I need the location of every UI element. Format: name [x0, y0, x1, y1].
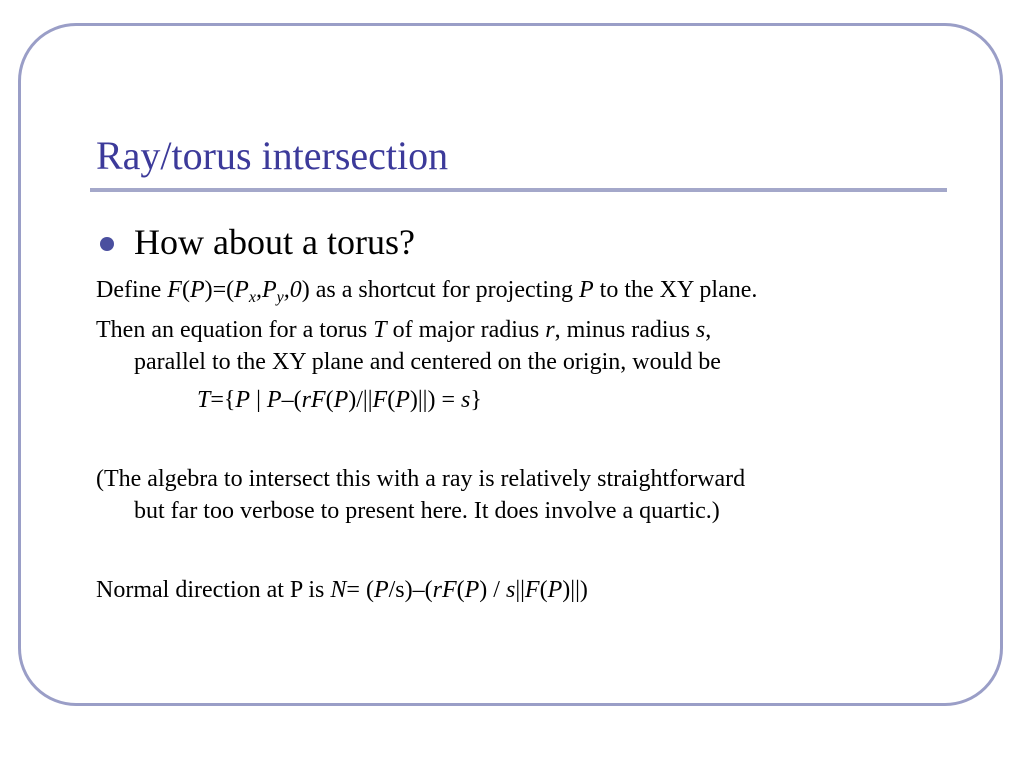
text-run: = (: [346, 577, 374, 603]
math-symbol: F: [372, 387, 388, 413]
text-run: ,: [705, 317, 712, 343]
torus-equation: [197, 384, 482, 416]
text-run: |: [250, 387, 267, 413]
text-run: )||) =: [409, 387, 462, 413]
define-line: [96, 274, 757, 314]
math-symbol: s: [505, 577, 516, 603]
math-symbol: P: [464, 577, 480, 603]
bullet-text: How about a torus?: [134, 222, 415, 262]
text-run: ) /: [479, 577, 506, 603]
algebra-note-line: (The algebra to intersect this with a ray is relatively straightforward: [96, 466, 746, 492]
math-symbol: P: [189, 277, 205, 303]
text-run: ={: [210, 387, 236, 413]
bullet-dot-icon: [100, 237, 114, 251]
text-run: )/||: [348, 387, 373, 413]
text-run: )=(: [204, 277, 235, 303]
torus-definition-line: [96, 314, 711, 346]
text-run: (: [325, 387, 334, 413]
math-symbol: T: [197, 387, 211, 413]
math-symbol: P: [333, 387, 349, 413]
text-run: )||): [562, 577, 588, 603]
math-symbol: ,: [255, 277, 262, 303]
algebra-note-line-continued: but far too verbose to present here. It does involve a quartic.): [134, 498, 720, 524]
math-symbol: s: [695, 317, 706, 343]
math-subscript: y: [276, 289, 284, 306]
math-symbol: P: [547, 577, 563, 603]
math-symbol: P: [266, 387, 282, 413]
text-run: Then an equation for a torus: [96, 317, 374, 343]
text-run: of major radius: [386, 317, 546, 343]
text-run: Normal direction at P is: [96, 577, 331, 603]
math-symbol: r: [545, 317, 555, 343]
math-symbol: P: [373, 577, 389, 603]
math-symbol: F: [167, 277, 182, 303]
text-run: }: [470, 387, 482, 413]
text-run: (: [456, 577, 465, 603]
math-symbol: P: [235, 387, 251, 413]
text-run: –(: [281, 387, 302, 413]
math-symbol: P: [578, 277, 594, 303]
text-run: , minus radius: [554, 317, 696, 343]
math-symbol: ,: [283, 277, 290, 303]
math-symbol: P: [261, 277, 277, 303]
text-run: (: [181, 277, 190, 303]
text-run: to the XY plane.: [593, 277, 758, 303]
math-symbol: rF: [432, 577, 457, 603]
math-symbol: rF: [301, 387, 326, 413]
text-run: (: [387, 387, 396, 413]
torus-definition-line-continued: parallel to the XY plane and centered on the origin, would be: [134, 349, 721, 375]
slide-title: Ray/torus intersection: [96, 133, 449, 178]
text-run: as a shortcut for projecting: [309, 277, 579, 303]
math-symbol: F: [524, 577, 540, 603]
text-run: Define: [96, 277, 168, 303]
math-symbol: s: [461, 387, 471, 413]
text-run: (: [539, 577, 548, 603]
math-symbol: 0: [289, 277, 302, 303]
math-subscript: x: [248, 289, 256, 306]
math-symbol: P: [234, 277, 249, 303]
title-underline: [90, 188, 947, 192]
text-run: ||: [515, 577, 525, 603]
math-symbol: N: [330, 577, 347, 603]
text-run: ): [301, 277, 310, 303]
normal-direction-line: [96, 574, 588, 606]
text-run: /s)–(: [388, 577, 433, 603]
math-symbol: P: [395, 387, 410, 413]
math-symbol: T: [373, 317, 387, 343]
